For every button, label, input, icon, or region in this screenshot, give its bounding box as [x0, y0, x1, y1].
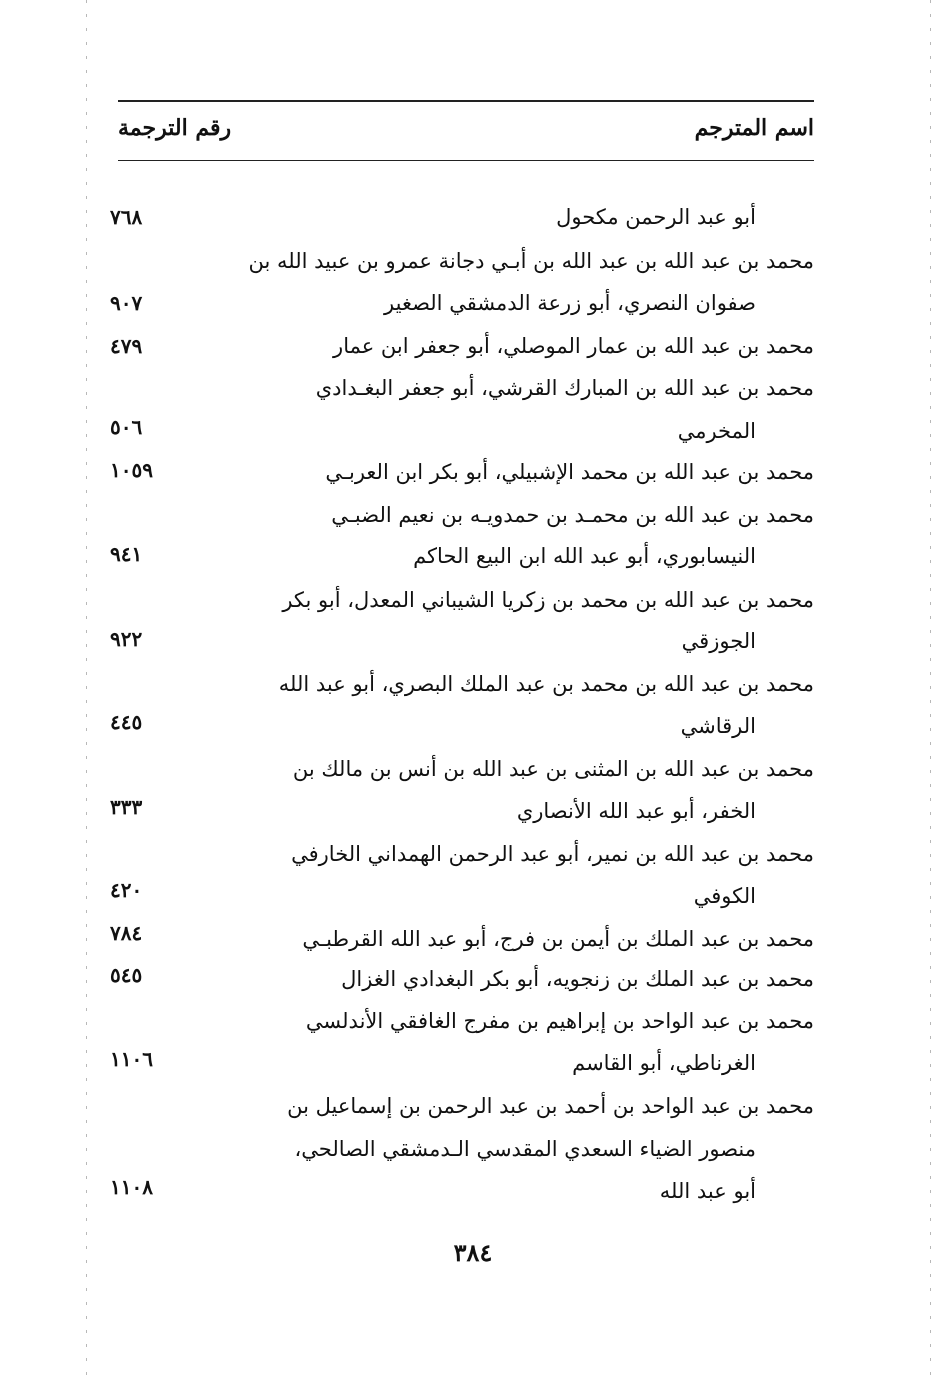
entry-line: محمد بن عبد الله بن محمـد بن حمدويـه بن نعيم الضبـي	[331, 503, 814, 527]
entry-line: الغرناطي، أبو القاسم	[572, 1051, 756, 1075]
entry-line: محمد بن عبد الواحد بن أحمد بن عبد الرحمن بن إسماعيل بن	[287, 1094, 814, 1118]
entry-line: أبو عبد الله	[659, 1179, 756, 1203]
entry-line: الجوزقي	[681, 629, 756, 653]
entry-line: الرقاشي	[680, 714, 756, 738]
entry-number: ٣٣٣	[110, 795, 143, 819]
entry-number: ٩٢٢	[110, 627, 143, 651]
scan-edge-left	[86, 0, 87, 1375]
entry-number: ١٠٥٩	[110, 458, 153, 482]
header-name-column: اسم المترجم	[694, 115, 814, 141]
entry-line: محمد بن عبد الله بن المثنى بن عبد الله بن أنس بن مالك بن	[292, 757, 814, 781]
entry-number: ٥٤٥	[110, 963, 143, 987]
scan-edge-right	[930, 0, 931, 1375]
entry-number: ٧٦٨	[110, 205, 143, 229]
entry-number: ٤٧٩	[110, 334, 143, 358]
header-bottom-rule	[118, 160, 814, 161]
entry-number: ٤٤٥	[110, 710, 143, 734]
entry-number: ٩٠٧	[110, 291, 143, 315]
entry-number: ٥٠٦	[110, 415, 143, 439]
entry-line: محمد بن عبد الله بن عمار الموصلي، أبو جعفر ابن عمار	[333, 334, 814, 358]
entry-line: منصور الضياء السعدي المقدسي الـدمشقي الصالحي،	[294, 1137, 756, 1161]
entry-line: النيسابوري، أبو عبد الله ابن البيع الحاكم	[413, 544, 756, 568]
entry-line: محمد بن عبد الله بن محمد بن عبد الملك البصري، أبو عبد الله	[278, 672, 814, 696]
entry-line: محمد بن عبد الملك بن أيمن بن فرج، أبو عبد الله القرطبـي	[302, 927, 814, 951]
entry-line: محمد بن عبد الواحد بن إبراهيم بن مفرج الغافقي الأندلسي	[305, 1009, 814, 1033]
entry-line: المخرمي	[677, 419, 756, 443]
entry-number: ١١٠٦	[110, 1047, 153, 1071]
header-number-column: رقم الترجمة	[118, 115, 232, 141]
entry-line: أبو عبد الرحمن مكحول	[556, 205, 756, 229]
entry-line: محمد بن عبد الله بن المبارك القرشي، أبو جعفر البغـدادي	[315, 376, 814, 400]
page-number: ٣٨٤	[453, 1238, 493, 1267]
entry-number: ٤٢٠	[110, 878, 143, 902]
entry-number: ٧٨٤	[110, 921, 143, 945]
entry-number: ٩٤١	[110, 542, 143, 566]
entry-line: محمد بن عبد الله بن محمد الإشبيلي، أبو بكر ابن العربـي	[325, 460, 814, 484]
entry-line: صفوان النصري، أبو زرعة الدمشقي الصغير	[384, 291, 756, 315]
header-top-rule	[118, 100, 814, 102]
entry-line: محمد بن عبد الله بن نمير، أبو عبد الرحمن الهمداني الخارفي	[291, 842, 814, 866]
entry-line: محمد بن عبد الله بن عبد الله بن أبـي دجانة عمرو بن عبيد الله بن	[248, 249, 814, 273]
entry-line: محمد بن عبد الله بن محمد بن زكريا الشيباني المعدل، أبو بكر	[282, 588, 814, 612]
entry-number: ١١٠٨	[110, 1175, 153, 1199]
entry-line: الخفر، أبو عبد الله الأنصاري	[516, 799, 756, 823]
entry-line: الكوفي	[693, 884, 756, 908]
entry-line: محمد بن عبد الملك بن زنجويه، أبو بكر البغدادي الغزال	[341, 967, 814, 991]
